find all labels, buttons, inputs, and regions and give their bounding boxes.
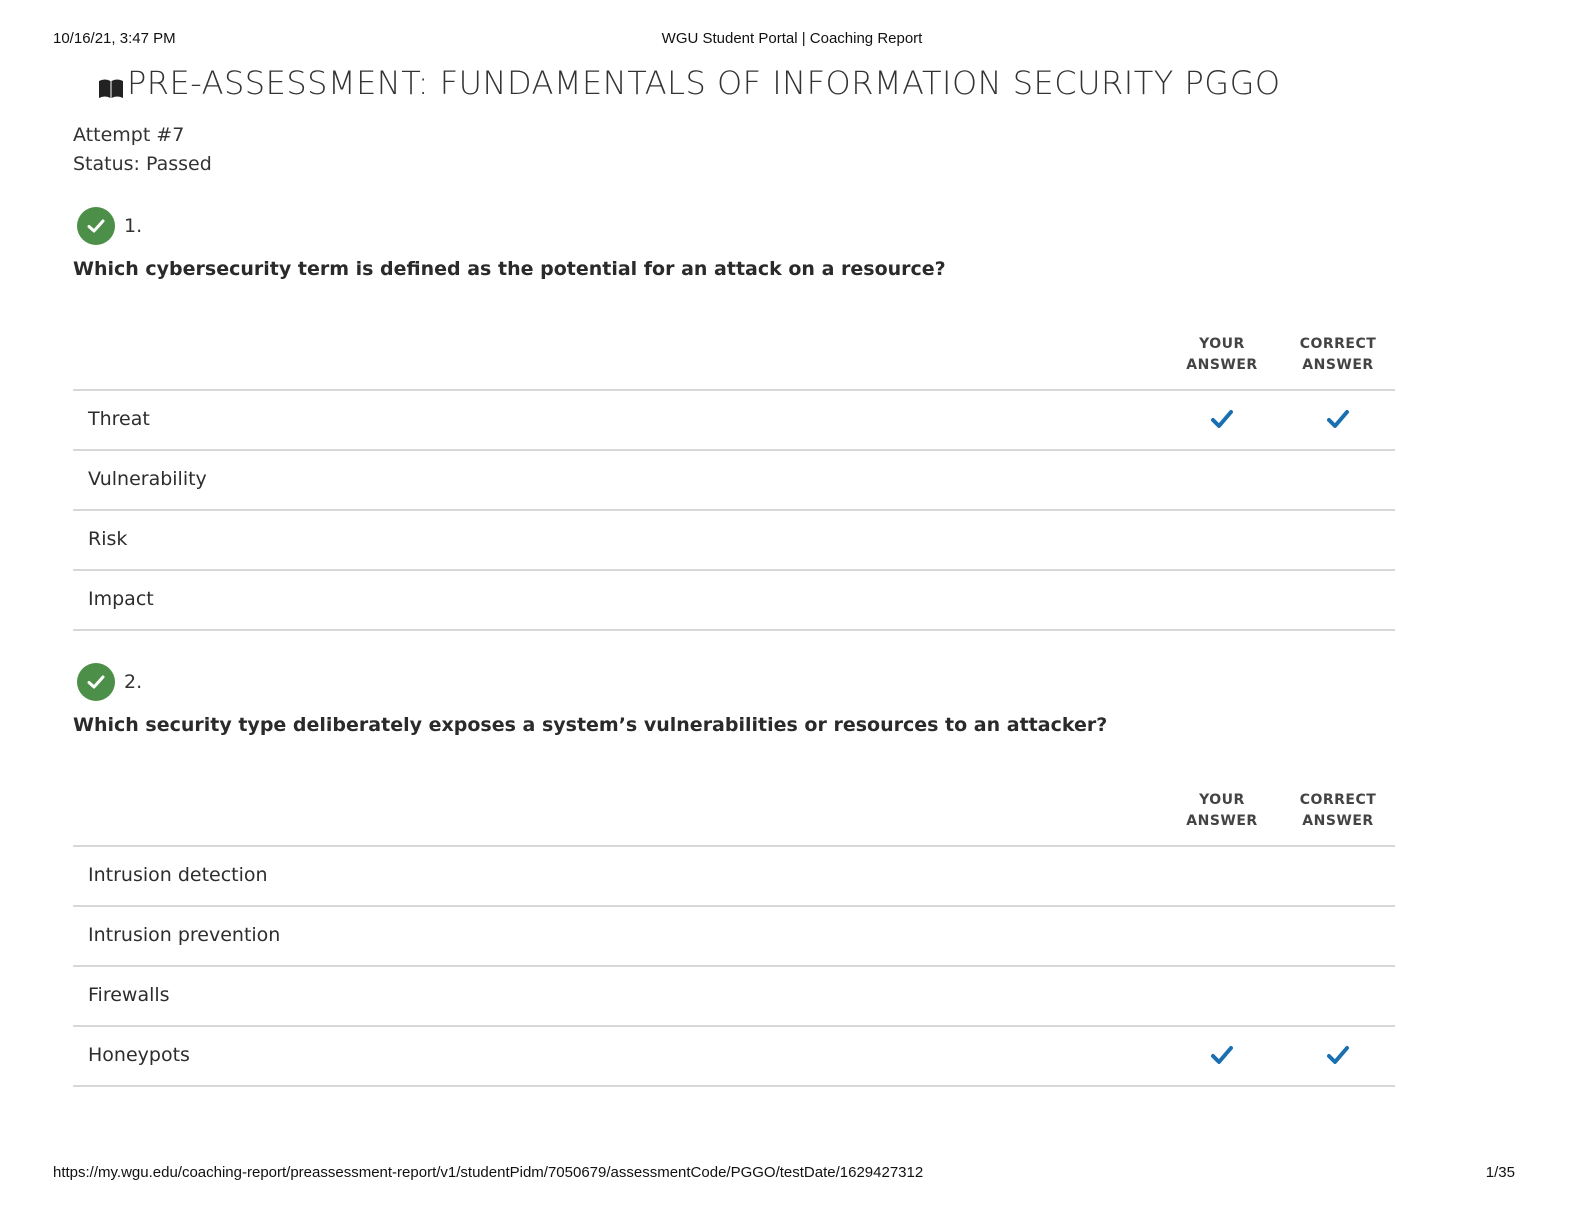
question-number: 2.: [124, 671, 143, 693]
option-label: Intrusion detection: [88, 864, 268, 886]
attempt-status: Status: Passed: [73, 153, 212, 175]
option-label: Vulnerability: [88, 468, 207, 490]
option-label: Risk: [88, 528, 128, 550]
answer-option-row: [73, 967, 1395, 1027]
answer-option-row: [73, 511, 1395, 571]
correct-check-icon: [77, 663, 115, 701]
book-icon: [98, 77, 124, 99]
print-datetime: 10/16/21, 3:47 PM: [53, 30, 176, 47]
your-answer-header: YOUR ANSWER: [1186, 336, 1258, 373]
page-url: https://my.wgu.edu/coaching-report/preassessment-report/v1/studentPidm/7050679/assessmentCode/PGGO/testDate/1629427312: [53, 1164, 924, 1181]
print-footer: [53, 1164, 1515, 1184]
correct-answer-header: CORRECT ANSWER: [1299, 792, 1377, 829]
question-header: [73, 206, 1395, 246]
correct-check-icon: [77, 207, 115, 245]
answer-option-row: [73, 451, 1395, 511]
correct-answer-check-icon: [1327, 409, 1349, 429]
option-label: Honeypots: [88, 1044, 190, 1066]
assessment-title-row: [98, 64, 1281, 102]
option-label: Threat: [88, 408, 150, 430]
question-2: [73, 662, 1395, 1066]
print-header: [53, 30, 1531, 50]
page-number: 1/35: [1485, 1164, 1515, 1181]
your-answer-check-icon: [1211, 409, 1233, 429]
option-label: Impact: [88, 588, 154, 610]
attempt-number: Attempt #7: [73, 124, 185, 146]
answer-option-row: [73, 847, 1395, 907]
question-text: Which security type deliberately exposes a system’s vulnerabilities or resources to an attacker?: [73, 714, 1108, 736]
page-title: PRE-ASSESSMENT: FUNDAMENTALS OF INFORMATION SECURITY PGGO: [127, 64, 1281, 102]
question-1: [73, 206, 1395, 610]
question-text: Which cybersecurity term is defined as the potential for an attack on a resource?: [73, 258, 946, 280]
answer-option-row: [73, 391, 1395, 451]
option-label: Firewalls: [88, 984, 170, 1006]
answer-rows: [73, 845, 1395, 1087]
answer-option-row: [73, 1027, 1395, 1087]
your-answer-header: YOUR ANSWER: [1186, 792, 1258, 829]
question-header: [73, 662, 1395, 702]
option-label: Intrusion prevention: [88, 924, 281, 946]
question-number: 1.: [124, 215, 143, 237]
correct-answer-header: CORRECT ANSWER: [1299, 336, 1377, 373]
correct-answer-check-icon: [1327, 1045, 1349, 1065]
print-page-title: WGU Student Portal | Coaching Report: [661, 30, 923, 47]
your-answer-check-icon: [1211, 1045, 1233, 1065]
answer-option-row: [73, 571, 1395, 631]
answer-rows: [73, 389, 1395, 631]
answer-option-row: [73, 907, 1395, 967]
attempt-meta: [73, 121, 212, 179]
